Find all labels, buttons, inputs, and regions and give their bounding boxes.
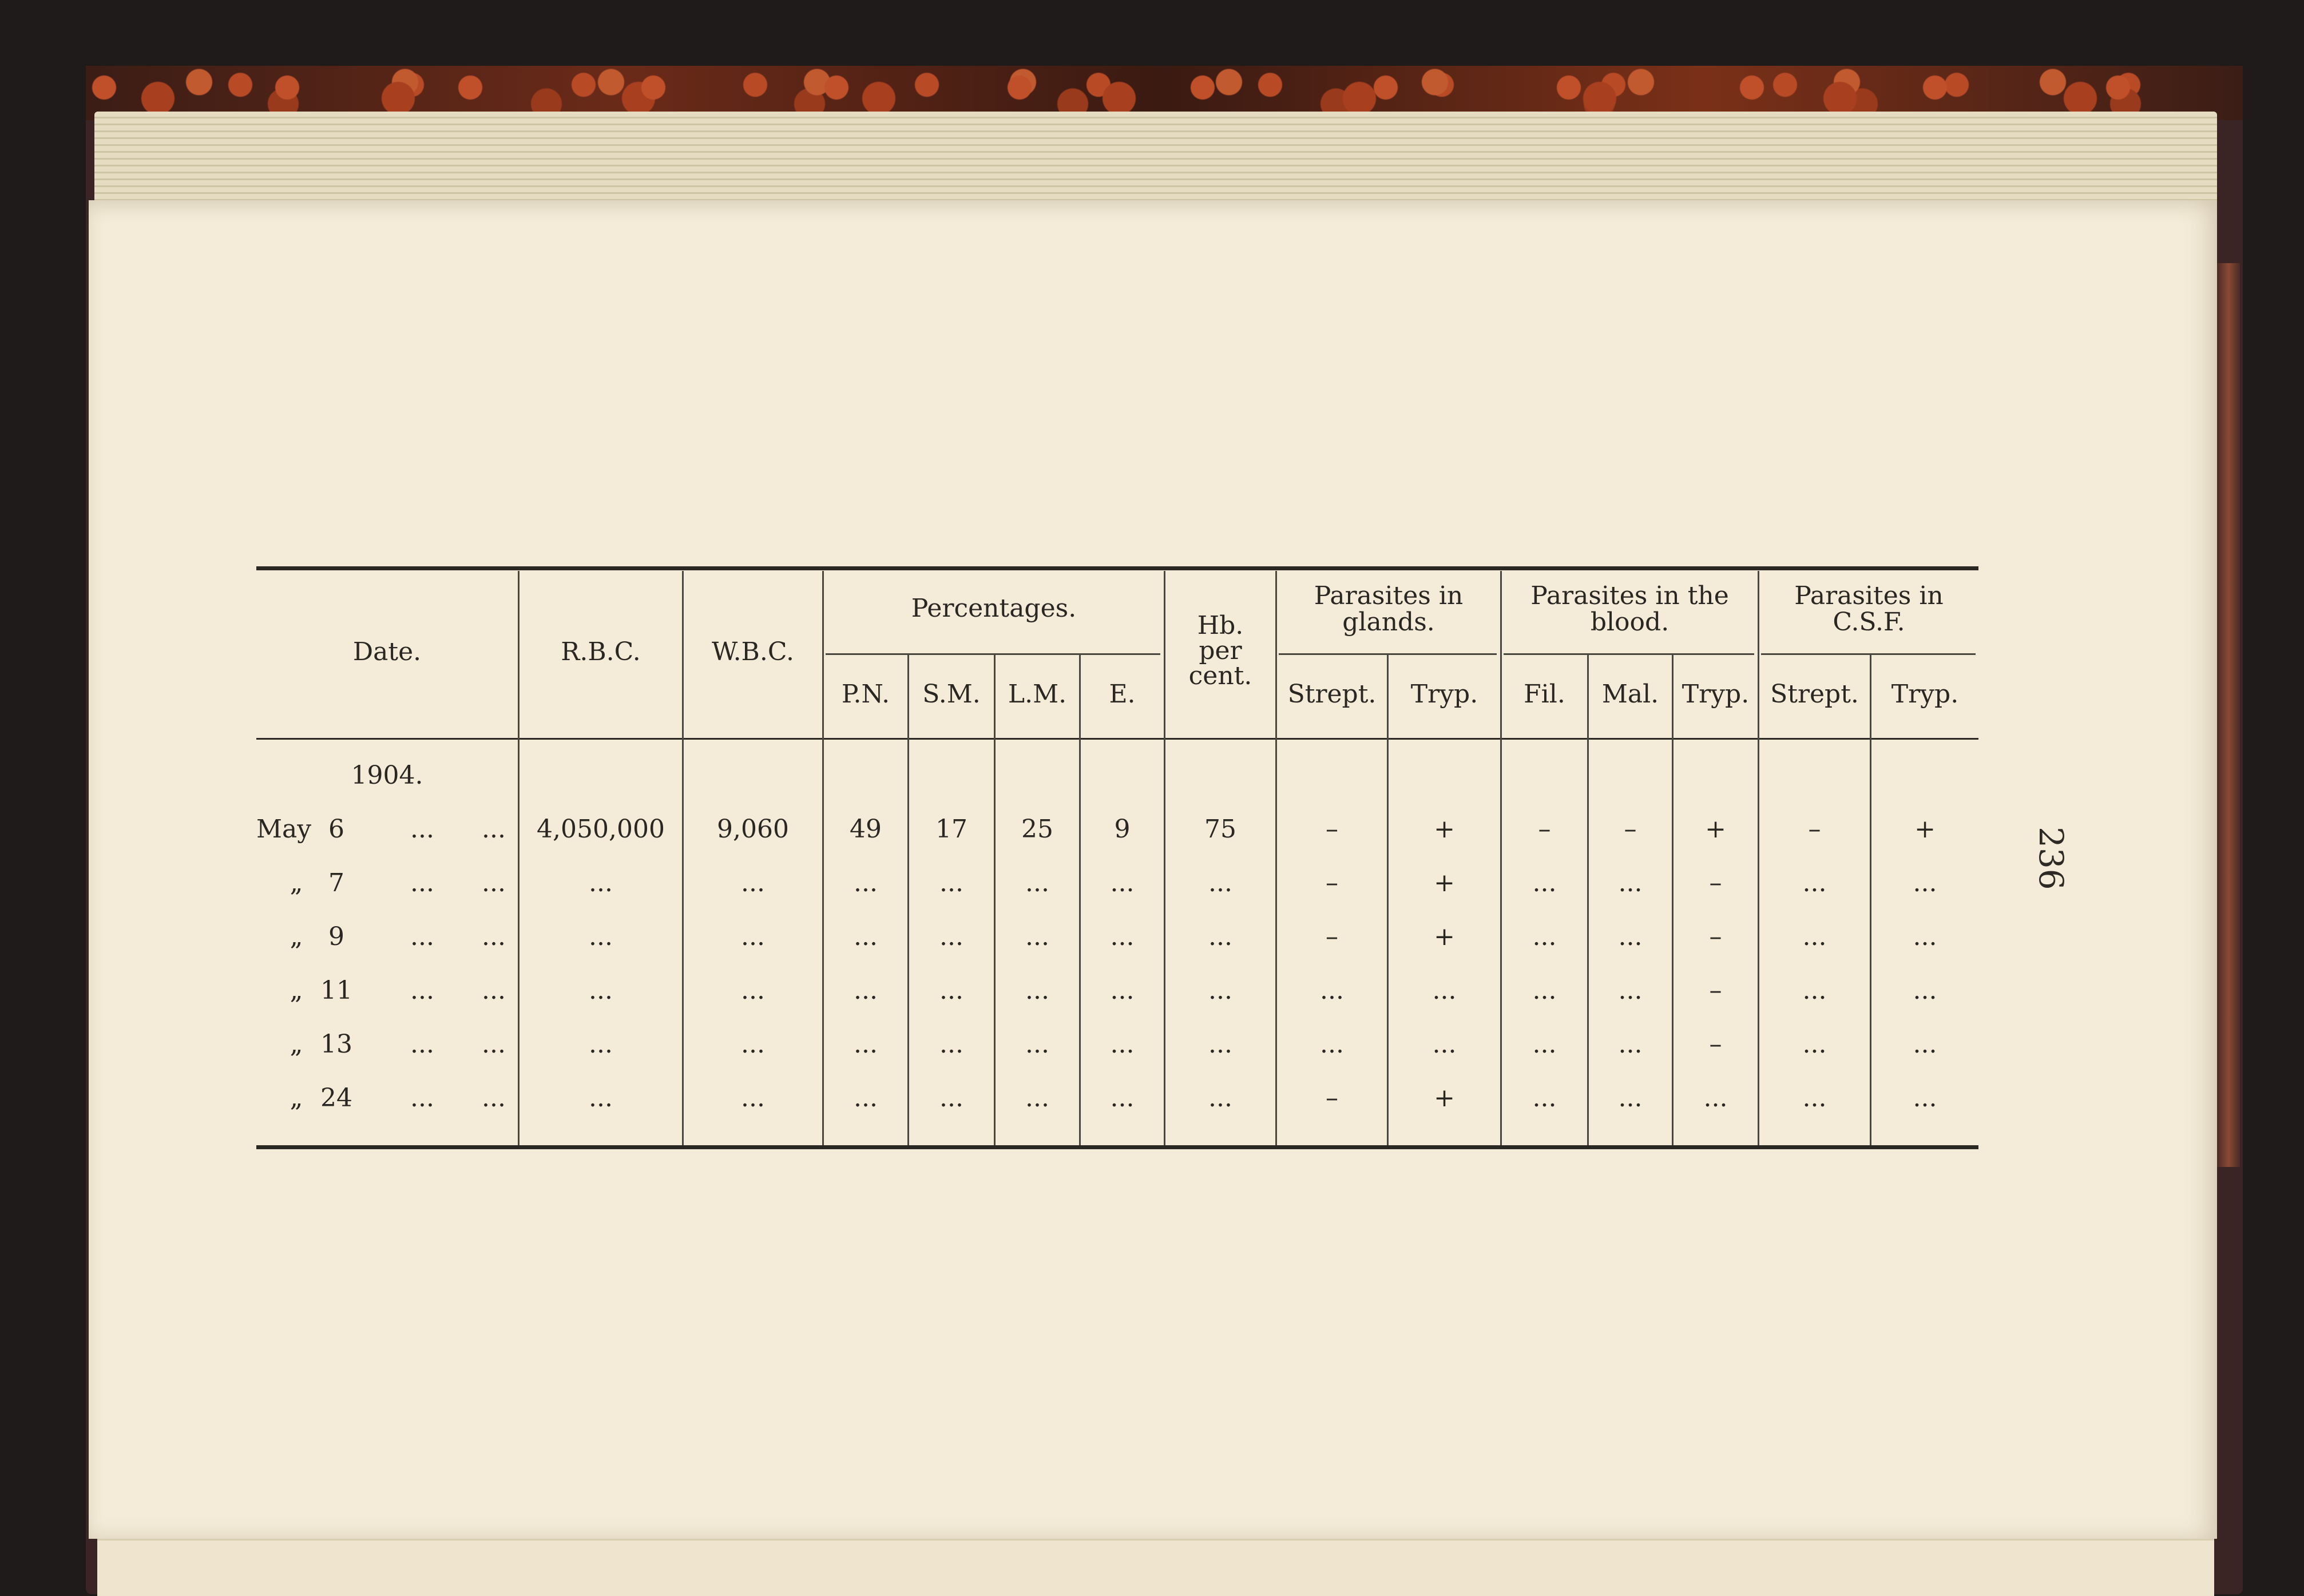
cell-csf-tryp: ... — [1913, 868, 1937, 898]
header-hb-2: per — [1199, 636, 1242, 665]
col-divider — [1870, 655, 1871, 1145]
cell-blood-tryp: – — [1709, 922, 1722, 951]
data-table — [256, 566, 1978, 1153]
cell-wbc: ... — [741, 868, 765, 898]
col-divider — [1587, 655, 1589, 1145]
cell-blood-fil: ... — [1532, 922, 1557, 951]
header-csf-1: Parasites in — [1794, 581, 1944, 610]
cell-e: ... — [1110, 922, 1135, 951]
table-bottom-rule — [256, 1145, 1978, 1149]
cell-wbc: ... — [741, 922, 765, 951]
row-leader: ... — [482, 1030, 506, 1059]
table-top-rule — [256, 566, 1978, 570]
header-glands-2: glands. — [1342, 608, 1435, 637]
cell-e: ... — [1110, 1030, 1135, 1059]
cell-csf-strept: ... — [1802, 868, 1827, 898]
cell-hb: ... — [1208, 868, 1232, 898]
cell-wbc: 9,060 — [717, 815, 789, 844]
col-divider — [1079, 655, 1081, 1145]
cell-e: ... — [1110, 976, 1135, 1005]
row-day: 9 — [328, 922, 344, 951]
cell-wbc: ... — [741, 976, 765, 1005]
header-csf-strept: Strept. — [1770, 680, 1859, 709]
glands-underline — [1279, 653, 1497, 655]
header-glands-strept: Strept. — [1287, 680, 1377, 709]
cell-lm: ... — [1025, 1083, 1049, 1113]
page-number: 236 — [2032, 827, 2071, 890]
cell-lm: 25 — [1021, 815, 1053, 844]
csf-underline — [1761, 653, 1976, 655]
header-rbc: R.B.C. — [561, 637, 641, 666]
row-month: „ — [290, 1083, 303, 1113]
cell-rbc: ... — [589, 976, 613, 1005]
header-csf-2: C.S.F. — [1833, 608, 1905, 637]
cell-glands-tryp: + — [1434, 922, 1455, 951]
cell-rbc: ... — [589, 922, 613, 951]
row-month: „ — [290, 922, 303, 951]
cell-blood-mal: – — [1624, 815, 1637, 844]
cell-glands-strept: – — [1326, 922, 1338, 951]
cell-sm: ... — [939, 1083, 963, 1113]
cell-wbc: ... — [741, 1083, 765, 1113]
row-day: 6 — [328, 815, 344, 844]
row-day: 7 — [328, 868, 344, 898]
cell-csf-strept: ... — [1802, 1083, 1827, 1113]
header-blood-2: blood. — [1590, 608, 1669, 637]
cell-e: ... — [1110, 1083, 1135, 1113]
header-csf-tryp: Tryp. — [1891, 680, 1959, 709]
cell-lm: ... — [1025, 868, 1049, 898]
page-edges — [94, 112, 2217, 206]
cell-blood-tryp: ... — [1703, 1083, 1728, 1113]
row-leader: ... — [482, 1083, 506, 1113]
row-leader: ... — [410, 922, 434, 951]
row-month: May — [256, 815, 312, 844]
header-lm: L.M. — [1008, 680, 1067, 709]
row-leader: ... — [482, 815, 506, 844]
header-percentages: Percentages. — [911, 594, 1077, 623]
cell-csf-strept: ... — [1802, 1030, 1827, 1059]
header-hb-1: Hb. — [1197, 611, 1244, 640]
cell-blood-tryp: – — [1709, 868, 1722, 898]
col-divider — [1672, 655, 1674, 1145]
cell-lm: ... — [1025, 922, 1049, 951]
cell-pn: ... — [854, 1083, 878, 1113]
header-blood-fil: Fil. — [1524, 680, 1565, 709]
header-blood-tryp: Tryp. — [1682, 680, 1750, 709]
cell-csf-tryp: + — [1914, 815, 1936, 844]
header-pn: P.N. — [841, 680, 890, 709]
row-day: 24 — [320, 1083, 352, 1113]
row-leader: ... — [482, 976, 506, 1005]
cell-sm: ... — [939, 922, 963, 951]
header-hb-3: cent. — [1188, 661, 1252, 690]
cell-csf-tryp: ... — [1913, 922, 1937, 951]
row-day: 13 — [320, 1030, 352, 1059]
cell-csf-tryp: ... — [1913, 976, 1937, 1005]
cell-rbc: ... — [589, 1030, 613, 1059]
cell-blood-mal: ... — [1618, 922, 1643, 951]
cell-lm: ... — [1025, 1030, 1049, 1059]
cell-lm: ... — [1025, 976, 1049, 1005]
col-divider — [1387, 655, 1389, 1145]
cell-csf-strept: ... — [1802, 976, 1827, 1005]
col-divider — [822, 571, 824, 1145]
row-leader: ... — [410, 1030, 434, 1059]
cell-pn: ... — [854, 922, 878, 951]
cell-blood-mal: ... — [1618, 976, 1643, 1005]
cell-blood-fil: ... — [1532, 868, 1557, 898]
cell-blood-mal: ... — [1618, 1083, 1643, 1113]
col-divider — [1500, 571, 1502, 1145]
header-e: E. — [1109, 680, 1136, 709]
header-sm: S.M. — [922, 680, 981, 709]
cell-glands-strept: – — [1326, 868, 1338, 898]
cell-hb: ... — [1208, 922, 1232, 951]
cell-csf-strept: ... — [1802, 922, 1827, 951]
cell-blood-tryp: – — [1709, 976, 1722, 1005]
cell-glands-strept: – — [1326, 815, 1338, 844]
cell-glands-tryp: + — [1434, 868, 1455, 898]
col-divider — [1758, 571, 1759, 1145]
year-label: 1904. — [351, 761, 423, 790]
header-rule — [256, 738, 1978, 740]
cell-hb: 75 — [1204, 815, 1236, 844]
cell-glands-tryp: ... — [1432, 976, 1457, 1005]
book-spine — [2217, 263, 2240, 1167]
cell-rbc: ... — [589, 868, 613, 898]
row-month: „ — [290, 868, 303, 898]
cell-csf-tryp: ... — [1913, 1083, 1937, 1113]
cell-pn: ... — [854, 868, 878, 898]
col-divider — [994, 655, 996, 1145]
header-wbc: W.B.C. — [712, 637, 794, 666]
cell-blood-tryp: – — [1709, 1030, 1722, 1059]
cell-e: 9 — [1114, 815, 1131, 844]
cell-sm: ... — [939, 1030, 963, 1059]
cell-pn: ... — [854, 1030, 878, 1059]
header-glands-1: Parasites in — [1314, 581, 1464, 610]
row-day: 11 — [320, 976, 352, 1005]
col-divider — [1275, 571, 1277, 1145]
cell-blood-fil: – — [1538, 815, 1551, 844]
cell-glands-tryp: + — [1434, 1083, 1455, 1113]
cell-csf-strept: – — [1808, 815, 1821, 844]
cell-hb: ... — [1208, 976, 1232, 1005]
cell-blood-fil: ... — [1532, 1083, 1557, 1113]
col-divider — [907, 655, 909, 1145]
row-month: „ — [290, 976, 303, 1005]
row-leader: ... — [482, 868, 506, 898]
cell-rbc: 4,050,000 — [537, 815, 665, 844]
cell-glands-tryp: ... — [1432, 1030, 1457, 1059]
cell-glands-tryp: + — [1434, 815, 1455, 844]
cell-pn: 49 — [850, 815, 882, 844]
cell-blood-tryp: + — [1705, 815, 1726, 844]
cell-glands-strept: ... — [1320, 1030, 1344, 1059]
cell-e: ... — [1110, 868, 1135, 898]
cell-sm: ... — [939, 976, 963, 1005]
header-blood-mal: Mal. — [1601, 680, 1659, 709]
cell-blood-mal: ... — [1618, 868, 1643, 898]
cell-rbc: ... — [589, 1083, 613, 1113]
cell-glands-strept: – — [1326, 1083, 1338, 1113]
row-leader: ... — [410, 868, 434, 898]
cell-sm: 17 — [935, 815, 967, 844]
cell-glands-strept: ... — [1320, 976, 1344, 1005]
header-glands-tryp: Tryp. — [1410, 680, 1478, 709]
cell-sm: ... — [939, 868, 963, 898]
row-month: „ — [290, 1030, 303, 1059]
row-leader: ... — [410, 976, 434, 1005]
cell-hb: ... — [1208, 1030, 1232, 1059]
cell-blood-fil: ... — [1532, 1030, 1557, 1059]
header-blood-1: Parasites in the — [1530, 581, 1729, 610]
header-date: Date. — [352, 637, 422, 666]
cell-csf-tryp: ... — [1913, 1030, 1937, 1059]
cell-pn: ... — [854, 976, 878, 1005]
cell-wbc: ... — [741, 1030, 765, 1059]
next-page-edge — [97, 1539, 2214, 1596]
cell-hb: ... — [1208, 1083, 1232, 1113]
percentages-underline — [826, 653, 1160, 655]
blood-underline — [1504, 653, 1754, 655]
cell-blood-fil: ... — [1532, 976, 1557, 1005]
row-leader: ... — [410, 1083, 434, 1113]
cell-blood-mal: ... — [1618, 1030, 1643, 1059]
row-leader: ... — [482, 922, 506, 951]
row-leader: ... — [410, 815, 434, 844]
